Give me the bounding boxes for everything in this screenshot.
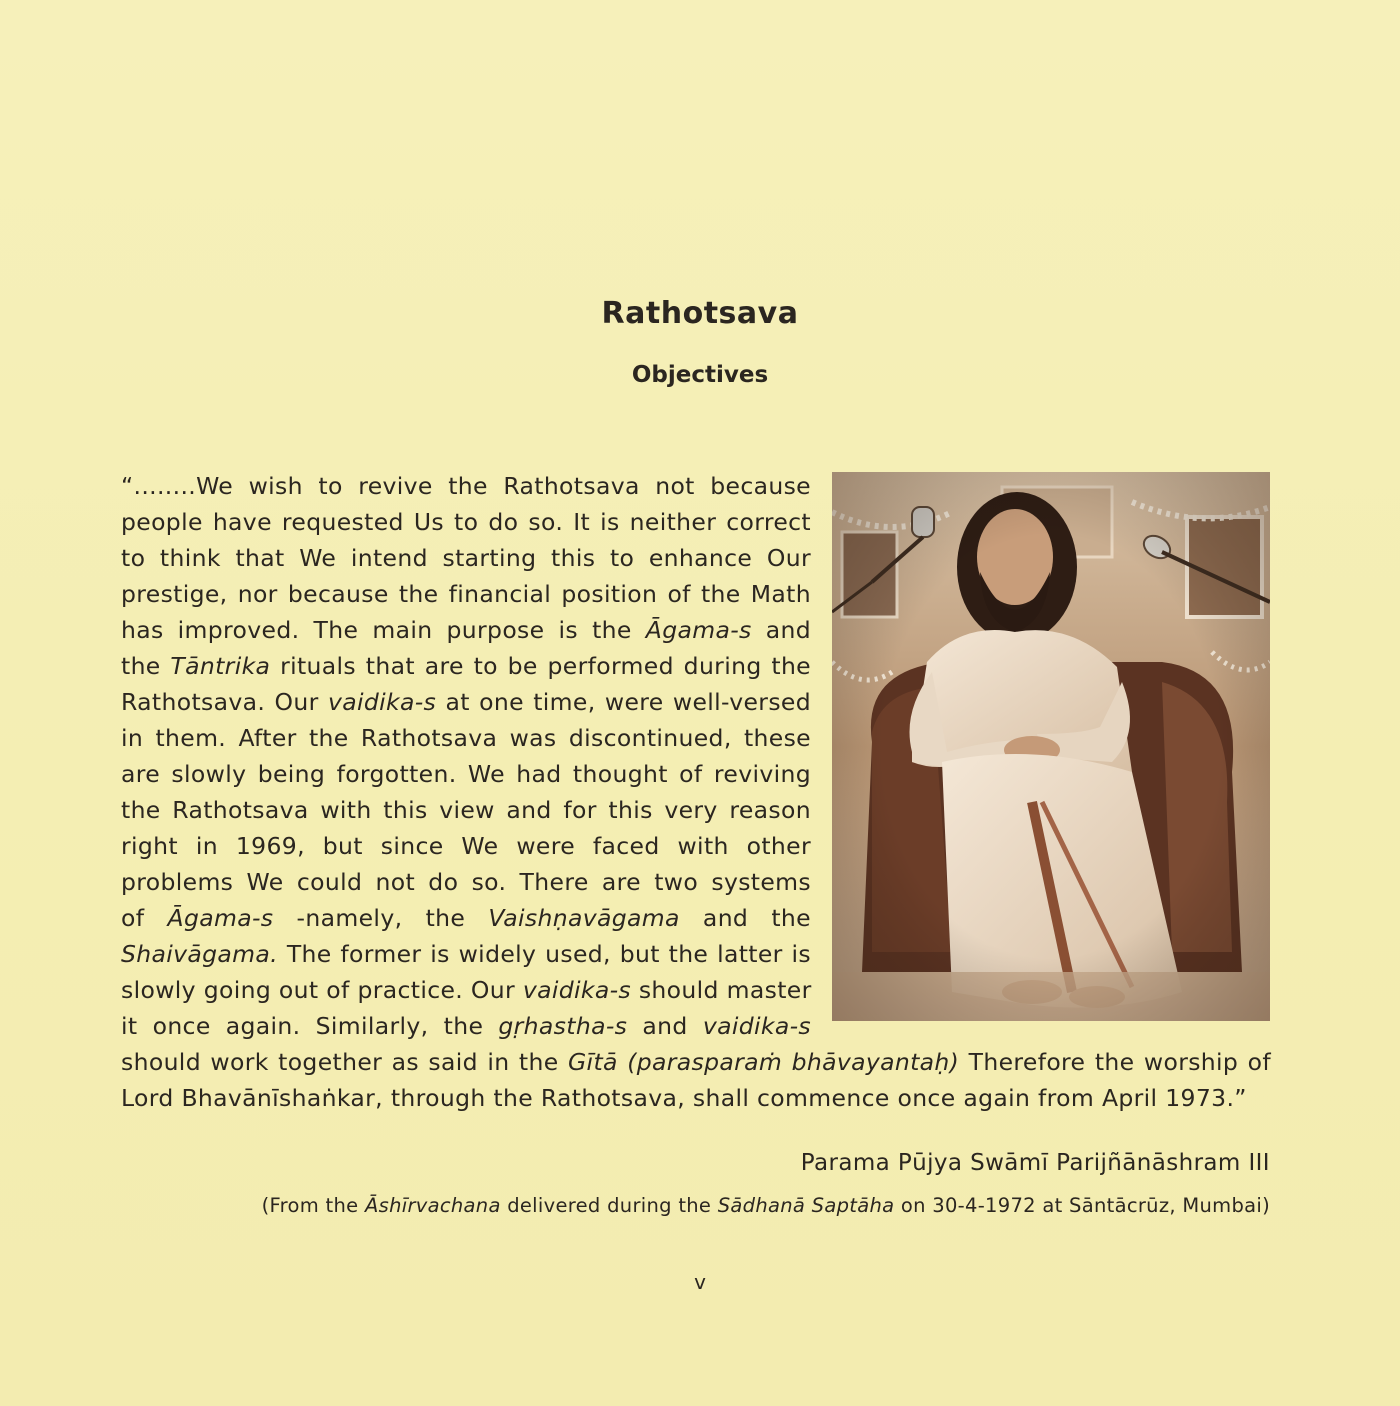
quote-line: “........We wish to revive the Rathotsava not because bbox=[121, 472, 811, 500]
quote-line: Rathotsava. Our vaidika-s at one time, were well-versed bbox=[121, 688, 811, 716]
quote-line: Lord Bhavānīshaṅkar, through the Rathotsava, shall commence once again from April 1973.” bbox=[121, 1084, 1247, 1112]
quote-body bbox=[121, 468, 811, 1044]
quote-line: of Āgama-s -namely, the Vaishṇavāgama and the bbox=[121, 904, 811, 932]
quote-line: has improved. The main purpose is the Āgama-s and bbox=[121, 616, 811, 644]
attribution-name: Parama Pūjya Swāmī Parijñānāshram III bbox=[800, 1150, 1270, 1176]
quote-line: right in 1969, but since We were faced with other bbox=[121, 832, 811, 860]
swami-photo-image bbox=[832, 472, 1270, 1021]
quote-line: Shaivāgama. The former is widely used, but the latter is bbox=[121, 940, 811, 968]
quote-line: are slowly being forgotten. We had thought of reviving bbox=[121, 760, 811, 788]
quote-line: the Tāntrika rituals that are to be performed during the bbox=[121, 652, 811, 680]
quote-line: the Rathotsava with this view and for this very reason bbox=[121, 796, 811, 824]
quote-body-continued bbox=[121, 1044, 1271, 1116]
quote-line: slowly going out of practice. Our vaidika-s should master bbox=[121, 976, 812, 1004]
attribution-source: (From the Āshīrvachana delivered during the Sādhanā Saptāha on 30-4-1972 at Sāntācrūz, Mumbai) bbox=[261, 1194, 1270, 1217]
page-title: Rathotsava bbox=[601, 296, 799, 331]
quote-line: it once again. Similarly, the gṛhastha-s and vaidika-s bbox=[121, 1012, 811, 1040]
quote-line: problems We could not do so. There are two systems bbox=[121, 868, 811, 896]
quote-line: in them. After the Rathotsava was discontinued, these bbox=[121, 724, 811, 752]
quote-line: to think that We intend starting this to enhance Our bbox=[121, 544, 811, 572]
page-subtitle: Objectives bbox=[631, 362, 769, 388]
quote-line: people have requested Us to do so. It is neither correct bbox=[121, 508, 811, 536]
swami-photo bbox=[832, 472, 1270, 1021]
quote-line: should work together as said in the Gītā (parasparaṁ bhāvayantaḥ) Therefore the worship of bbox=[121, 1048, 1271, 1076]
page-number: v bbox=[694, 1270, 706, 1294]
quote-line: prestige, nor because the financial position of the Math bbox=[121, 580, 811, 608]
